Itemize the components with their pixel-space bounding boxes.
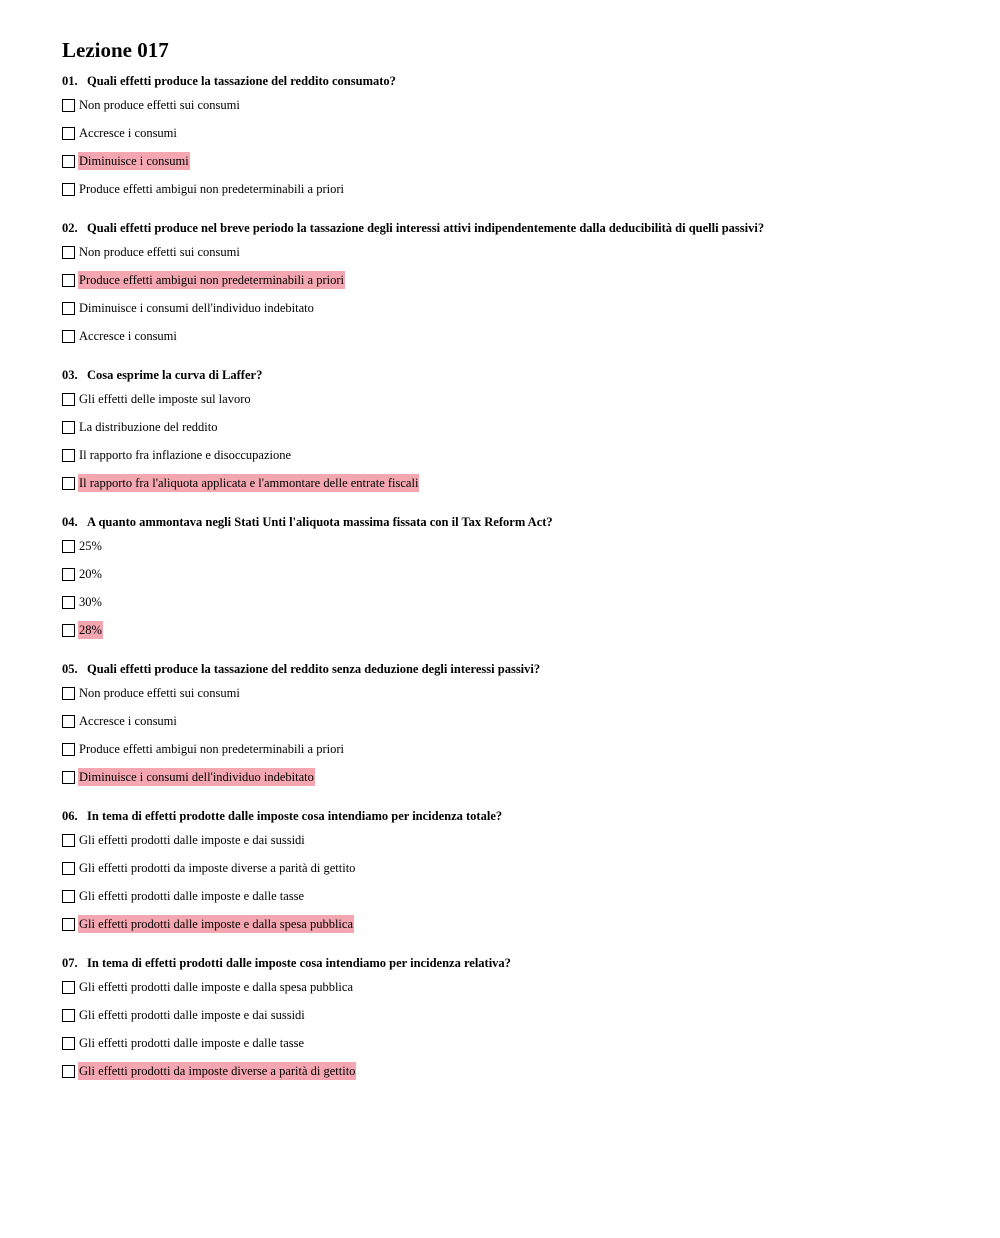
question-number: 03.	[62, 368, 78, 382]
answer-checkbox[interactable]	[62, 918, 75, 931]
question-text	[62, 807, 962, 825]
answer-label: Il rapporto fra inflazione e disoccupazione	[79, 448, 292, 462]
answer-option[interactable]	[62, 621, 962, 639]
answer-checkbox[interactable]	[62, 568, 75, 581]
answer-option[interactable]	[62, 390, 962, 408]
lesson-title: Lezione 017	[62, 38, 169, 62]
answer-option[interactable]	[62, 327, 962, 345]
answer-checkbox[interactable]	[62, 246, 75, 259]
answer-option[interactable]	[62, 1034, 962, 1052]
answer-option[interactable]	[62, 978, 962, 996]
answer-options	[62, 390, 962, 492]
answer-option[interactable]	[62, 299, 962, 317]
answer-checkbox[interactable]	[62, 743, 75, 756]
question-label: Quali effetti produce nel breve periodo la tassazione degli interessi attivi indipendentemente dalla deducibilità di quelli passivi?	[87, 221, 765, 235]
question-block	[62, 366, 962, 492]
question-label: Quali effetti produce la tassazione del reddito senza deduzione degli interessi passivi?	[87, 662, 541, 676]
answer-checkbox[interactable]	[62, 687, 75, 700]
answer-checkbox[interactable]	[62, 1037, 75, 1050]
answer-option[interactable]	[62, 887, 962, 905]
answer-option[interactable]	[62, 684, 962, 702]
answer-checkbox[interactable]	[62, 1009, 75, 1022]
answer-checkbox[interactable]	[62, 834, 75, 847]
answer-option[interactable]	[62, 271, 962, 289]
question-block	[62, 513, 962, 639]
answer-checkbox[interactable]	[62, 302, 75, 315]
answer-options	[62, 243, 962, 345]
answer-label: Diminuisce i consumi dell'individuo indebitato	[79, 301, 314, 315]
answer-options	[62, 537, 962, 639]
answer-label: Produce effetti ambigui non predeterminabili a priori	[79, 182, 344, 196]
answer-label: La distribuzione del reddito	[79, 420, 218, 434]
question-number: 02.	[62, 221, 78, 235]
answer-checkbox[interactable]	[62, 540, 75, 553]
answer-option[interactable]	[62, 859, 962, 877]
answer-label: Non produce effetti sui consumi	[79, 686, 240, 700]
answer-label-correct: Diminuisce i consumi	[79, 154, 189, 168]
answer-option[interactable]	[62, 446, 962, 464]
answer-option[interactable]	[62, 96, 962, 114]
question-block	[62, 72, 962, 198]
question-text	[62, 513, 962, 531]
answer-checkbox[interactable]	[62, 771, 75, 784]
answer-option[interactable]	[62, 124, 962, 142]
answer-checkbox[interactable]	[62, 449, 75, 462]
answer-label: Gli effetti prodotti dalle imposte e dai sussidi	[79, 1008, 305, 1022]
answer-checkbox[interactable]	[62, 1065, 75, 1078]
answer-options	[62, 978, 962, 1080]
question-text	[62, 72, 962, 90]
answer-label-correct: Gli effetti prodotti da imposte diverse a parità di gettito	[79, 1064, 356, 1078]
answer-label: Produce effetti ambigui non predeterminabili a priori	[79, 742, 344, 756]
answer-option[interactable]	[62, 593, 962, 611]
answer-label: Gli effetti prodotti dalle imposte e dalle tasse	[79, 1036, 305, 1050]
answer-option[interactable]	[62, 152, 962, 170]
question-label: A quanto ammontava negli Stati Unti l'aliquota massima fissata con il Tax Reform Act?	[87, 515, 553, 529]
answer-checkbox[interactable]	[62, 330, 75, 343]
question-block	[62, 954, 962, 1080]
answer-checkbox[interactable]	[62, 596, 75, 609]
question-label: In tema di effetti prodotte dalle imposte cosa intendiamo per incidenza totale?	[87, 809, 503, 823]
answer-checkbox[interactable]	[62, 981, 75, 994]
answer-label-correct: Gli effetti prodotti dalle imposte e dalla spesa pubblica	[79, 917, 353, 931]
answer-option[interactable]	[62, 537, 962, 555]
answer-label: 20%	[79, 567, 102, 581]
question-text	[62, 366, 962, 384]
answer-options	[62, 831, 962, 933]
answer-option[interactable]	[62, 831, 962, 849]
answer-option[interactable]	[62, 712, 962, 730]
answer-option[interactable]	[62, 740, 962, 758]
question-label: In tema di effetti prodotti dalle imposte cosa intendiamo per incidenza relativa?	[87, 956, 511, 970]
question-text	[62, 660, 962, 678]
answer-option[interactable]	[62, 915, 962, 933]
answer-option[interactable]	[62, 418, 962, 436]
answer-option[interactable]	[62, 1006, 962, 1024]
answer-label: Gli effetti delle imposte sul lavoro	[79, 392, 251, 406]
answer-label-correct: Il rapporto fra l'aliquota applicata e l'ammontare delle entrate fiscali	[79, 476, 419, 490]
answer-label-correct: Produce effetti ambigui non predeterminabili a priori	[79, 273, 344, 287]
answer-label: Gli effetti prodotti dalle imposte e dalle tasse	[79, 889, 305, 903]
answer-option[interactable]	[62, 180, 962, 198]
question-number: 01.	[62, 74, 78, 88]
answer-checkbox[interactable]	[62, 421, 75, 434]
question-text	[62, 954, 962, 972]
answer-checkbox[interactable]	[62, 624, 75, 637]
answer-options	[62, 684, 962, 786]
answer-option[interactable]	[62, 474, 962, 492]
question-number: 07.	[62, 956, 78, 970]
question-block	[62, 219, 962, 345]
answer-checkbox[interactable]	[62, 127, 75, 140]
answer-label: Non produce effetti sui consumi	[79, 98, 240, 112]
answer-label: Non produce effetti sui consumi	[79, 245, 240, 259]
question-label: Quali effetti produce la tassazione del reddito consumato?	[87, 74, 396, 88]
answer-label: Gli effetti prodotti da imposte diverse a parità di gettito	[79, 861, 356, 875]
answer-option[interactable]	[62, 243, 962, 261]
answer-checkbox[interactable]	[62, 274, 75, 287]
answer-label: Gli effetti prodotti dalle imposte e dalla spesa pubblica	[79, 980, 353, 994]
answer-label-correct: Diminuisce i consumi dell'individuo indebitato	[79, 770, 314, 784]
answer-checkbox[interactable]	[62, 155, 75, 168]
answer-label: Gli effetti prodotti dalle imposte e dai sussidi	[79, 833, 305, 847]
answer-checkbox[interactable]	[62, 862, 75, 875]
answer-label: Accresce i consumi	[79, 329, 177, 343]
question-label: Cosa esprime la curva di Laffer?	[87, 368, 263, 382]
answer-checkbox[interactable]	[62, 183, 75, 196]
question-text	[62, 219, 962, 237]
answer-checkbox[interactable]	[62, 890, 75, 903]
answer-option[interactable]	[62, 1062, 962, 1080]
question-block	[62, 807, 962, 933]
answer-label-correct: 28%	[79, 623, 102, 637]
question-number: 06.	[62, 809, 78, 823]
question-list	[62, 72, 962, 1080]
answer-label: 30%	[79, 595, 102, 609]
answer-checkbox[interactable]	[62, 393, 75, 406]
question-number: 05.	[62, 662, 78, 676]
answer-label: Accresce i consumi	[79, 126, 177, 140]
answer-checkbox[interactable]	[62, 715, 75, 728]
answer-label: 25%	[79, 539, 102, 553]
answer-checkbox[interactable]	[62, 99, 75, 112]
question-block	[62, 660, 962, 786]
answer-checkbox[interactable]	[62, 477, 75, 490]
answer-option[interactable]	[62, 565, 962, 583]
quiz-page	[62, 36, 962, 1080]
answer-label: Accresce i consumi	[79, 714, 177, 728]
answer-option[interactable]	[62, 768, 962, 786]
answer-options	[62, 96, 962, 198]
question-number: 04.	[62, 515, 78, 529]
